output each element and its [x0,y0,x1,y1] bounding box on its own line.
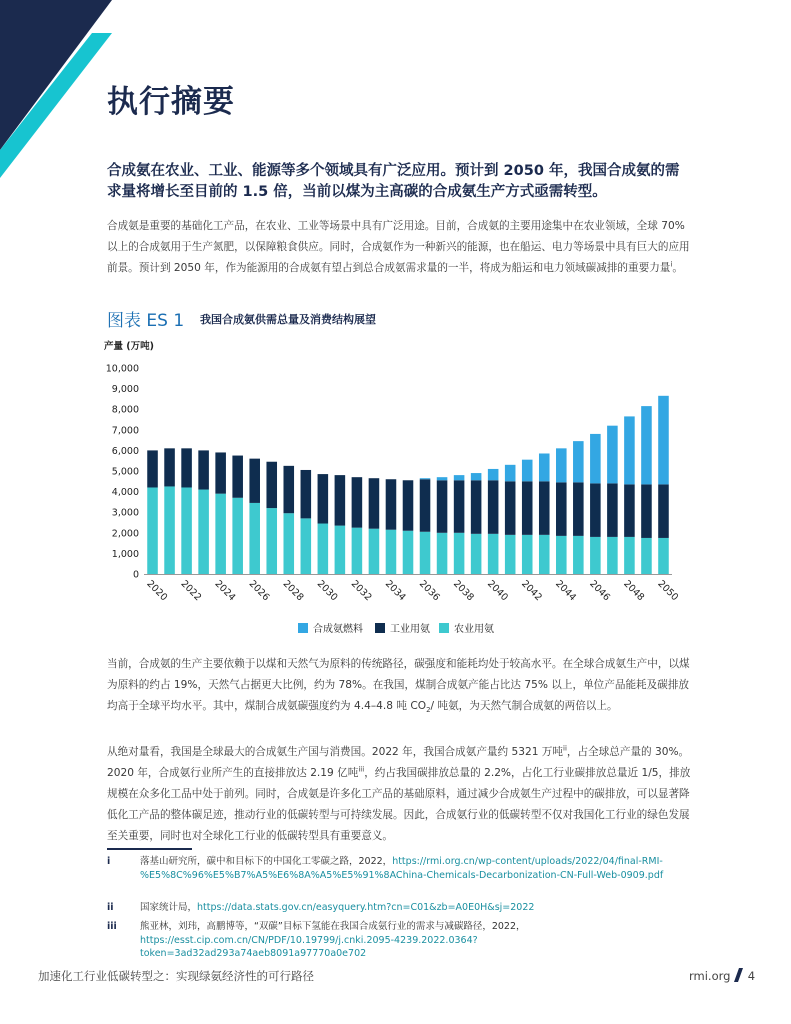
lead-summary: 合成氨在农业、工业、能源等多个领域具有广泛应用。预计到 2050 年，我国合成氨的需求量将增长至目前的 1.5 倍，当前以煤为主高碳的合成氨生产方式亟需转型。 [107,163,680,200]
bar-segment [249,503,260,574]
bar-segment [454,475,465,480]
footer-page-info [689,968,755,983]
bar-segment [539,481,550,535]
bar-segment [437,533,448,574]
bar-segment [488,480,499,534]
bar-segment [471,473,482,480]
figure-title: 我国合成氨供需总量及消费结构展望 [200,313,376,326]
bar-segment [624,416,635,484]
bar-segment [369,478,380,528]
bar-segment [181,487,192,574]
slash-icon [734,968,744,982]
y-axis-label: 产量 (万吨) [104,341,154,352]
bar-segment [658,396,669,485]
footer-site-link[interactable]: rmi.org [689,969,731,983]
bar-segment [369,529,380,574]
bar-segment [573,441,584,482]
bar-segment [539,535,550,574]
x-tick-label: 2042 [519,578,544,604]
footnote-ref-i[interactable]: i [670,260,673,269]
corner-decoration [0,0,120,180]
paragraph-production: 当前，合成氨的生产主要依赖于以煤和天然气为原料的传统路径，碳强度和能耗均处于较高水平。在全球合成氨生产中，以煤为原料的约占 19%，天然气占据更大比例，约为 78%。在我国，煤制合成氨产能占比达 75% 以上，单位产品能耗及碳排放均高于全球平均水平。其中，煤制合成氨碳强度约为 4.4–4.8 吨 $CO_2/$ 吨氨，为天然气制合成氨的两倍以上。 [107,658,690,715]
bar-segment [198,490,209,574]
bar-segment [471,480,482,534]
footnote-link[interactable]: https://rmi.org.cn/wp-content/uploads/2022/04/final-RMI-%E5%8C%96%E5%B7%A5%E6%8A%A5%E5%91%8AChina-Chemicals-Decarbonization-CN-Full-Web-0909.pdf [140,856,664,881]
footnote-ref-iii[interactable]: iii [358,765,365,774]
footnote-link[interactable]: https://esst.cip.com.cn/CN/PDF/10.19799/j.cnki.2095-4239.2022.0364?token=3ad32ad293a74aeb8091a97770a0e702 [140,934,478,959]
bar-segment [641,538,652,574]
y-tick-label: 4,000 [111,487,139,499]
legend-swatch [298,623,308,633]
bar-segment [403,480,414,530]
x-tick-label: 2044 [553,578,579,604]
bar-segment [556,536,567,574]
bar-segment [420,532,431,574]
footnote-number: iii [107,921,117,932]
bar-segment [318,474,329,523]
bar-segment [318,524,329,574]
bar-segment [641,484,652,538]
bar-segment [181,448,192,487]
bar-segment [471,534,482,574]
bar-segment [658,538,669,574]
x-tick-label: 2038 [450,578,476,604]
bar-segment [624,537,635,574]
bar-segment [505,481,516,535]
bar-segment [335,475,346,525]
bar-segment [505,535,516,574]
bar-segment [573,482,584,536]
bar-segment [488,534,499,574]
footnote-divider [107,848,192,850]
y-tick-label: 5,000 [111,466,139,478]
legend-label: 工业用氨 [390,624,430,635]
bar-segment [539,453,550,481]
x-tick-label: 2024 [212,578,238,604]
bar-segment [590,537,601,574]
bar-segment [301,518,312,574]
bar-segment [147,450,158,487]
figure-label: 图表 ES 1 [107,311,185,331]
x-tick-label: 2046 [587,578,613,604]
x-tick-label: 2032 [348,578,374,604]
bar-segment [607,426,618,484]
y-tick-label: 10,000 [105,363,139,375]
bar-segment [266,462,277,508]
bar-segment [215,494,226,574]
bar-segment [556,482,567,536]
paragraph-scale: 从绝对量看，我国是全球最大的合成氨生产国与消费国。2022 年，我国合成氨产量约 5321 万吨$^{ii}$，占全球总产量的 30%。2020 年，合成氨行业所产生的直接排放达 2.19 亿吨$^{iii}$，约占我国碳排放总量的 2.2%，占化工行业碳排放总量近 1/5，排放规模在众多化工品中处于前列。同时，合成氨是许多化工产品的基础原料，通过减少合成氨生产过程中的碳排放，可以显著降低化工产品的整体碳足迹，推动行业的低碳转型与可持续发展。因此，合成氨行业的低碳转型不仅对我国化工行业的绿色发展至关重要，同时也对全球化工行业的低碳转型具有重要意义。 [107,744,691,842]
bar-segment [403,531,414,574]
x-tick-label: 2036 [416,578,442,604]
footnote-number: ii [107,902,114,913]
bar-segment [522,481,533,535]
y-tick-label: 3,000 [111,507,139,519]
bar-segment [607,483,618,537]
bar-segment [164,486,175,574]
bar-segment [164,448,175,486]
bar-segment [386,479,397,529]
page-title: 执行摘要 [107,84,235,120]
bar-segment [522,460,533,482]
bar-segment [352,477,363,527]
bar-segment [658,484,669,538]
x-tick-label: 2040 [485,578,510,604]
y-tick-label: 6,000 [111,445,139,457]
legend-swatch [439,623,449,633]
legend-swatch [375,623,385,633]
y-tick-label: 1,000 [111,548,139,560]
x-tick-label: 2026 [246,578,272,604]
x-tick-label: 2050 [655,578,681,604]
bar-segment [232,456,243,498]
x-tick-label: 2034 [382,578,408,604]
bar-segment [420,478,431,479]
bar-segment [437,480,448,533]
bar-segment [454,480,465,533]
stacked-bar-chart [100,336,700,642]
bar-segment [335,526,346,574]
bar-segment [147,487,158,574]
footnote-link[interactable]: https://data.stats.gov.cn/easyquery.htm?cn=C01&zb=A0E0H&sj=2022 [197,902,535,913]
bar-segment [352,528,363,574]
bar-segment [488,469,499,480]
bar-segment [420,479,431,532]
footnote-number: i [107,856,111,867]
bar-segment [232,498,243,574]
y-tick-label: 2,000 [111,528,139,540]
bar-segment [607,537,618,574]
legend-label: 农业用氨 [454,624,494,635]
y-tick-label: 9,000 [111,384,139,396]
legend-label: 合成氨燃料 [313,624,363,635]
bar-segment [215,452,226,493]
paragraph-intro: 合成氨是重要的基础化工产品，在农业、工业等场景中具有广泛用途。目前，合成氨的主要用途集中在农业领域，全球 70% 以上的合成氨用于生产氮肥，以保障粮食供应。同时，合成氨作为一种新兴的能源，也在船运、电力等场景中具有巨大的应用前景。预计到 2050 年，作为能源用的合成氨有望占到总合成氨需求量的一半，将成为船运和电力领域碳减排的重要力量$^i$。 [107,220,690,274]
bar-segment [283,466,294,513]
bar-segment [590,434,601,483]
bar-segment [437,477,448,480]
bar-segment [641,406,652,484]
bar-segment [249,459,260,503]
x-tick-label: 2030 [314,578,340,604]
x-tick-label: 2028 [280,578,306,604]
bar-segment [266,508,277,574]
bar-segment [573,536,584,574]
footer-report-title: 加速化工行业低碳转型之：实现绿氨经济性的可行路径 [38,969,314,983]
bar-segment [386,530,397,574]
x-tick-label: 2022 [178,578,204,604]
bar-segment [198,450,209,489]
bar-segment [590,483,601,537]
bar-segment [454,533,465,574]
bar-segment [505,465,516,481]
y-tick-label: 0 [132,569,139,581]
footnote-ref-ii[interactable]: ii [563,744,567,753]
page-number: 4 [747,969,756,983]
y-tick-label: 7,000 [111,425,139,437]
bar-segment [624,484,635,537]
bar-segment [522,535,533,574]
bar-segment [301,470,312,518]
x-tick-label: 2048 [621,578,647,604]
x-tick-label: 2020 [144,578,170,604]
bar-segment [283,513,294,574]
bar-segment [556,448,567,482]
y-tick-label: 8,000 [111,404,139,416]
